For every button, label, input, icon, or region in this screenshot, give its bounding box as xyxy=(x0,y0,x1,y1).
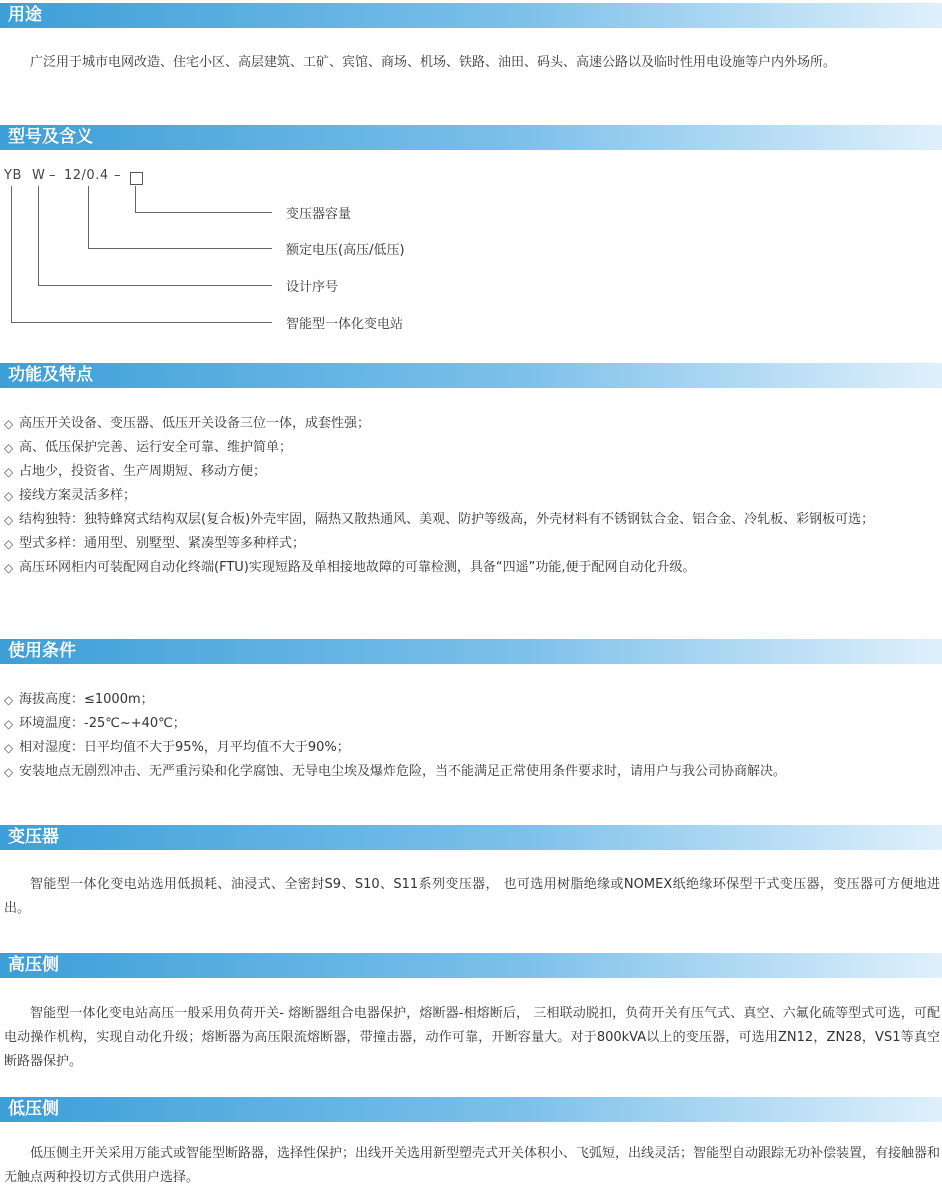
transformer-body: 智能型一体化变电站选用低损耗、油浸式、全密封S9、S10、S11系列变压器， 也可选用树脂绝缘或NOMEX纸绝缘环保型干式变压器，变压器可方便地进出。 xyxy=(4,877,940,916)
list-item: ◇ 高、低压保护完善、运行安全可靠、维护简单； xyxy=(4,436,940,460)
line-type xyxy=(12,186,273,323)
diamond-bullet-icon: ◇ xyxy=(4,417,14,431)
label-substation-type: 智能型一体化变电站 xyxy=(286,317,404,332)
list-item: ◇ 海拔高度：≤1000m； xyxy=(4,688,940,712)
section-header-features xyxy=(0,363,942,388)
features-list xyxy=(4,412,940,580)
section-title-model: 型号及含义 xyxy=(8,127,93,147)
line-voltage xyxy=(89,186,273,249)
diamond-bullet-icon: ◇ xyxy=(4,561,14,575)
list-item: ◇ 型式多样：通用型、别墅型、紧凑型等多种样式； xyxy=(4,532,940,556)
section-title-hv-side: 高压侧 xyxy=(8,955,59,975)
section-header-hv-side xyxy=(0,953,942,978)
list-item: ◇ 相对湿度：日平均值不大于95%，月平均值不大于90%； xyxy=(4,736,940,760)
diamond-bullet-icon: ◇ xyxy=(4,465,14,479)
model-code-voltage: 12/0.4 xyxy=(64,168,109,183)
section-header-transformer xyxy=(0,825,942,850)
label-rated-voltage: 额定电压(高压/低压) xyxy=(286,243,405,258)
diamond-bullet-icon: ◇ xyxy=(4,765,14,779)
list-item: ◇ 占地少，投资省、生产周期短、移动方便； xyxy=(4,460,940,484)
conditions-list xyxy=(4,688,940,784)
model-diagram-lines xyxy=(0,0,942,340)
model-code-dash-1: – xyxy=(49,168,56,183)
lv-side-body: 低压侧主开关采用万能式或智能型断路器，选择性保护；出线开关选用新型塑壳式开关体积小、飞弧短，出线灵活；智能型自动跟踪无功补偿装置，有接触器和无触点两种投切方式供用户选择。 xyxy=(4,1146,941,1185)
diamond-bullet-icon: ◇ xyxy=(4,513,14,527)
diamond-bullet-icon: ◇ xyxy=(4,693,14,707)
list-item: ◇ 安装地点无剧烈冲击、无严重污染和化学腐蚀、无导电尘埃及爆炸危险，当不能满足正常使用条件要求时，请用户与我公司协商解决。 xyxy=(4,760,940,784)
line-capacity xyxy=(136,186,273,213)
section-title-lv-side: 低压侧 xyxy=(8,1099,59,1119)
list-item: ◇ 结构独特：独特蜂窝式结构双层(复合板)外壳牢固，隔热又散热通风、美观、防护等级高，外壳材料有不锈钢钛合金、铝合金、冷轧板、彩钢板可选； xyxy=(4,508,940,532)
diamond-bullet-icon: ◇ xyxy=(4,537,14,551)
list-item: ◇ 环境温度：-25℃~+40℃； xyxy=(4,712,940,736)
label-capacity: 变压器容量 xyxy=(286,207,352,222)
model-code-yb: YB xyxy=(4,168,22,183)
section-title-usage: 用途 xyxy=(8,5,42,25)
diamond-bullet-icon: ◇ xyxy=(4,489,14,503)
section-header-conditions xyxy=(0,639,942,664)
section-title-transformer: 变压器 xyxy=(8,827,59,847)
diamond-bullet-icon: ◇ xyxy=(4,741,14,755)
list-item: ◇ 高压开关设备、变压器、低压开关设备三位一体，成套性强； xyxy=(4,412,940,436)
section-title-conditions: 使用条件 xyxy=(8,641,76,661)
section-header-lv-side xyxy=(0,1097,942,1122)
hv-side-body: 智能型一体化变电站高压一般采用负荷开关- 熔断器组合电器保护，熔断器-相熔断后， 三相联动脱扣，负荷开关有压气式、真空、六氟化硫等型式可选，可配电动操作机构，实现自动化升级；熔断器为高压限流熔断器，带撞击器，动作可靠，开断容量大。对于800kVA以上的变压器，可选用ZN12，ZN28，VS1等真空断路器保护。 xyxy=(4,1006,940,1069)
label-design-serial: 设计序号 xyxy=(286,280,339,295)
line-design xyxy=(39,186,273,286)
model-code-dash-2: – xyxy=(114,168,121,183)
diamond-bullet-icon: ◇ xyxy=(4,441,14,455)
list-item: ◇ 接线方案灵活多样； xyxy=(4,484,940,508)
model-code-w: W xyxy=(32,168,46,183)
list-item: ◇ 高压环网柜内可装配网自动化终端(FTU)实现短路及单相接地故障的可靠检测，具备“四遥”功能,便于配网自动化升级。 xyxy=(4,556,940,580)
section-title-features: 功能及特点 xyxy=(8,365,93,385)
usage-body: 广泛用于城市电网改造、住宅小区、高层建筑、工矿、宾馆、商场、机场、铁路、油田、码头、高速公路以及临时性用电设施等户内外场所。 xyxy=(30,55,837,70)
diamond-bullet-icon: ◇ xyxy=(4,717,14,731)
